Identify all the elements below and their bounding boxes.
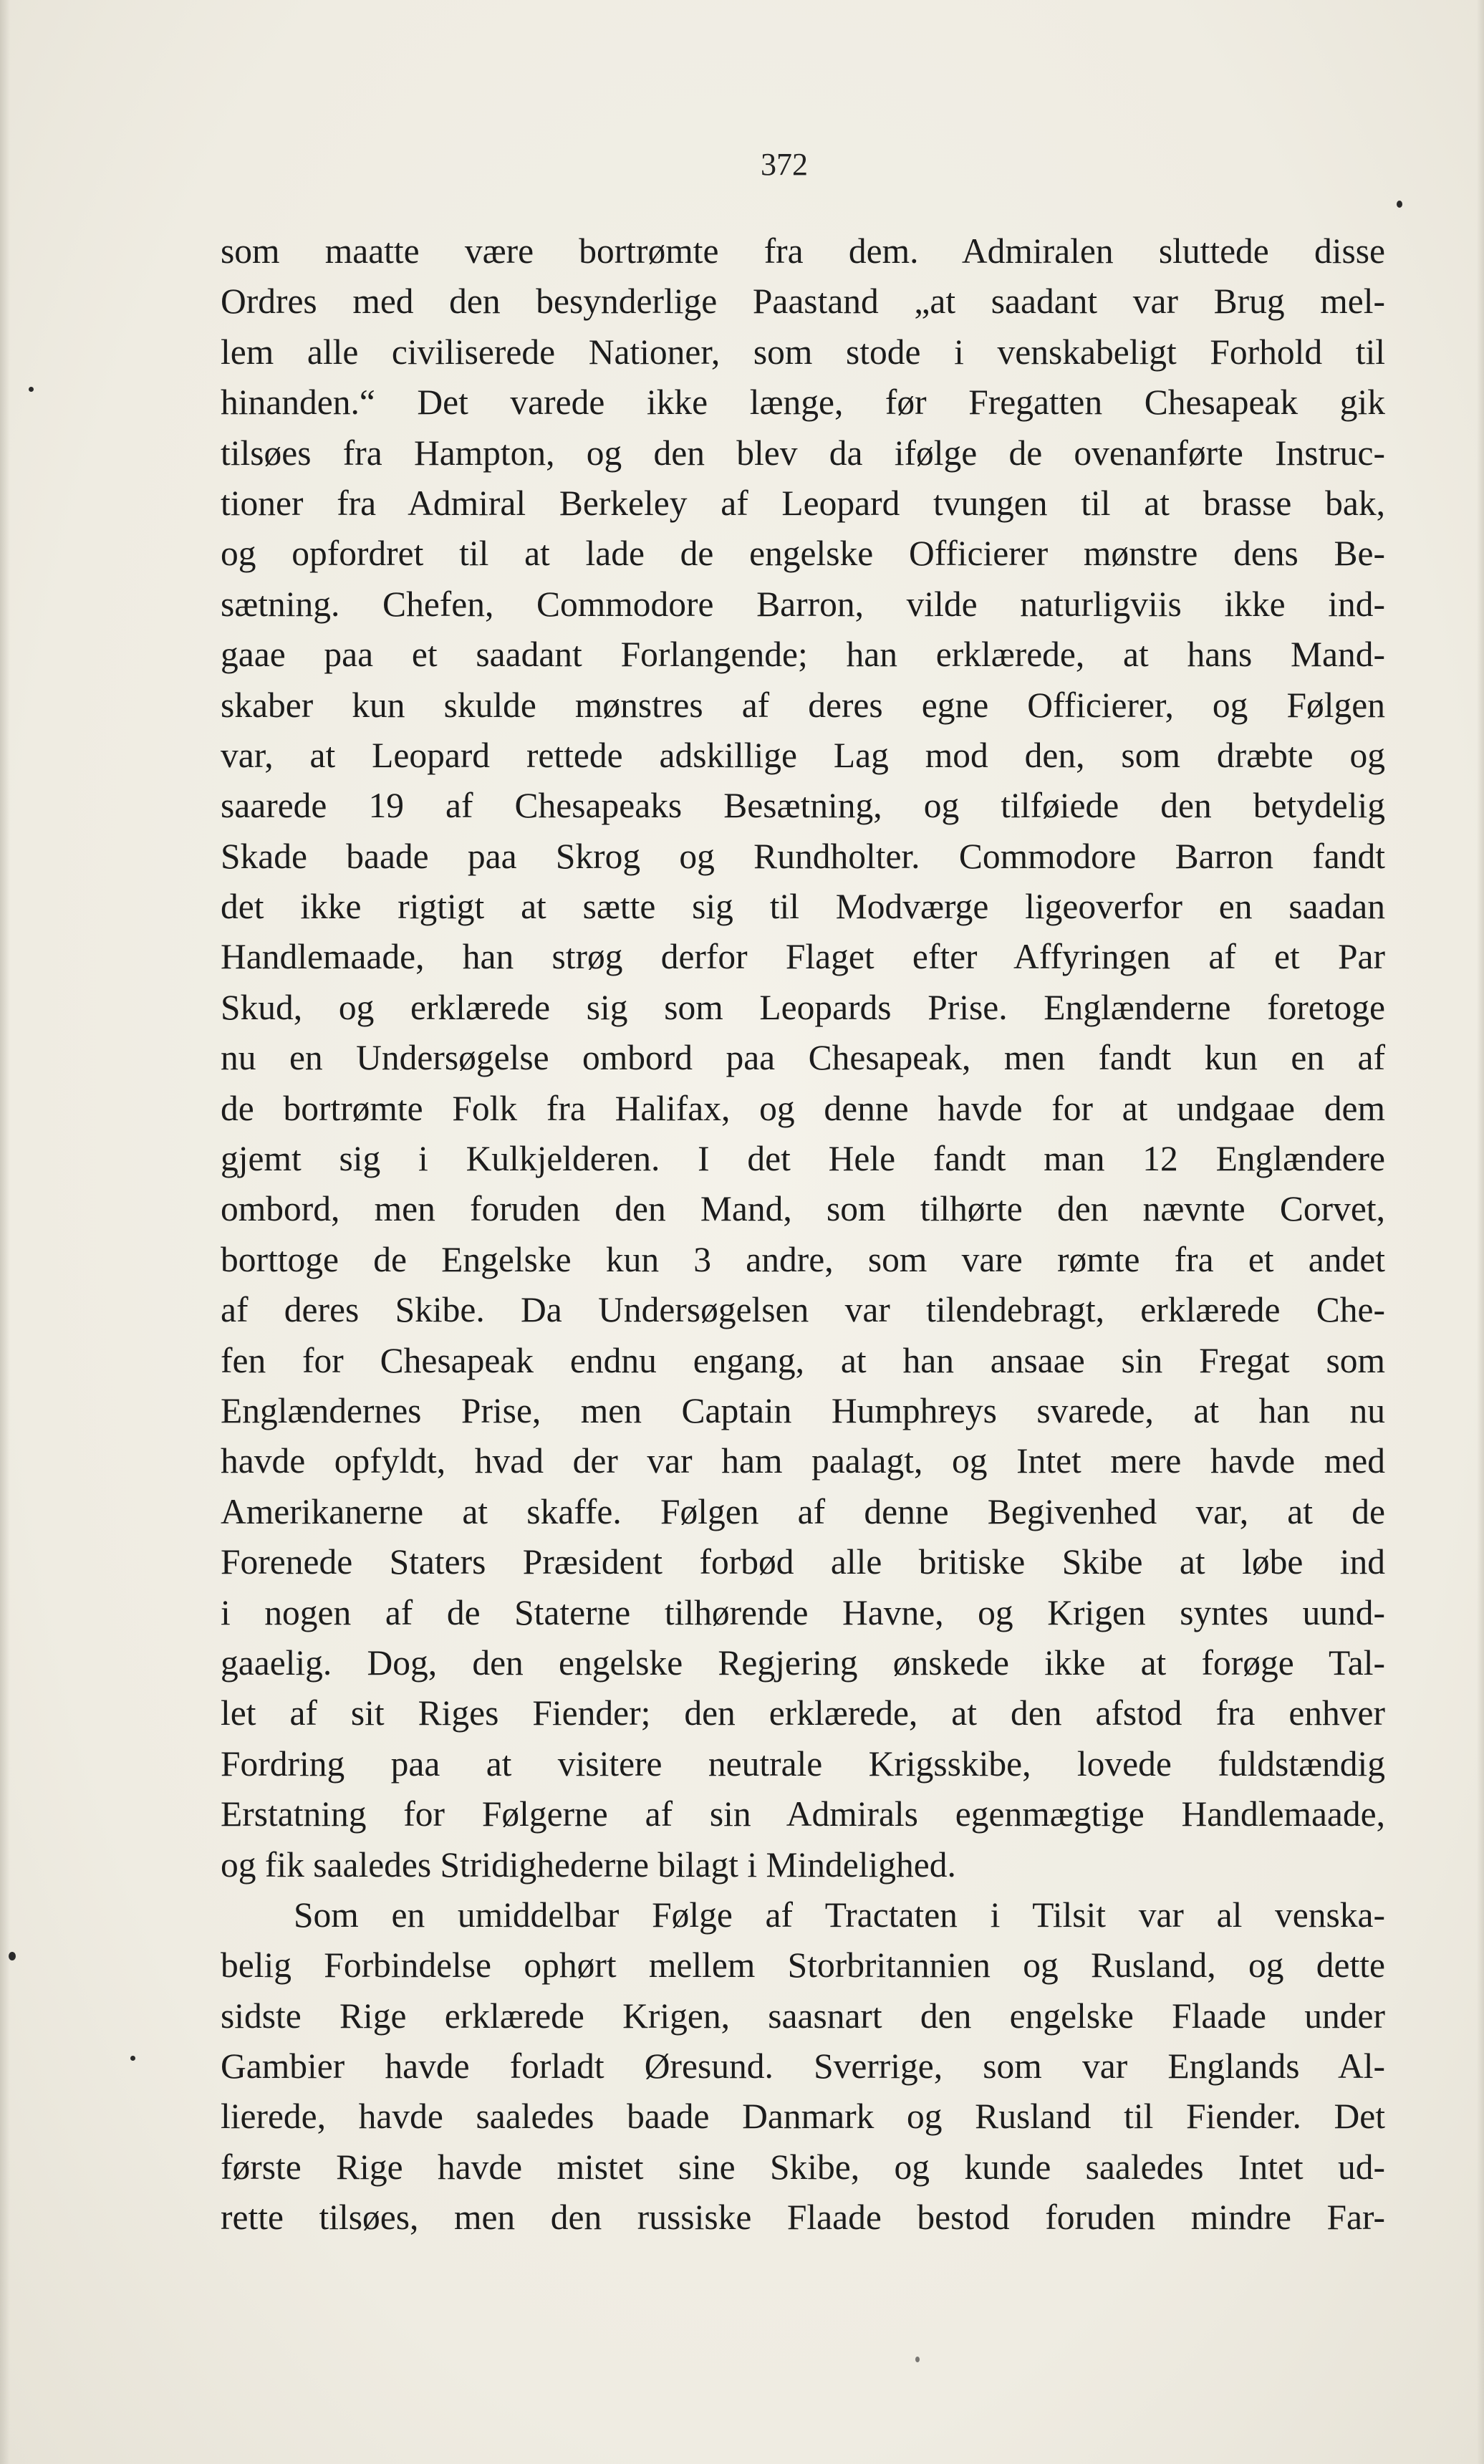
paper-speck	[1397, 201, 1402, 208]
page-number: 372	[761, 147, 808, 182]
text-line: i nogen af de Staterne tilhørende Havne, og Krigen syntes uund-	[221, 1592, 1385, 1632]
paper-speck	[915, 2357, 920, 2362]
body-text	[221, 226, 1385, 2243]
text-line: sidste Rige erklærede Krigen, saasnart den engelske Flaade under	[221, 1996, 1385, 2036]
paragraph-last-line: og fik saaledes Stridighederne bilagt i Mindelighed.	[221, 1844, 956, 1885]
text-line: lem alle civiliserede Nationer, som stode i venskabeligt Forhold til	[221, 332, 1385, 372]
text-line: Englændernes Prise, men Captain Humphreys svarede, at han nu	[221, 1390, 1385, 1430]
text-line: nu en Undersøgelse ombord paa Chesapeak, men fandt kun en af	[221, 1038, 1385, 1078]
paragraph-first-line: Som en umiddelbar Følge af Tractaten i Tilsit var al venska-	[294, 1895, 1385, 1935]
text-line: Fordring paa at visitere neutrale Krigsskibe, lovede fuldstændig	[221, 1743, 1385, 1784]
text-line: fen for Chesapeak endnu engang, at han ansaae sin Fregat som	[221, 1340, 1385, 1380]
text-line: og opfordret til at lade de engelske Officierer mønstre dens Be-	[221, 534, 1385, 574]
text-line: gaaelig. Dog, den engelske Regjering ønskede ikke at forøge Tal-	[221, 1642, 1385, 1683]
text-line: belig Forbindelse ophørt mellem Storbritannien og Rusland, og dette	[221, 1945, 1385, 1986]
text-line: Skud, og erklærede sig som Leopards Prise. Englænderne foretoge	[221, 987, 1385, 1027]
text-line: ombord, men foruden den Mand, som tilhørte den nævnte Corvet,	[221, 1189, 1385, 1229]
text-line: havde opfyldt, hvad der var ham paalagt, og Intet mere havde med	[221, 1441, 1385, 1481]
text-line: tilsøes fra Hampton, og den blev da ifølge de ovenanførte Instruc-	[221, 433, 1385, 473]
text-line: borttoge de Engelske kun 3 andre, som vare rømte fra et andet	[221, 1239, 1385, 1279]
text-line: hinanden.“ Det varede ikke længe, før Fregatten Chesapeak gik	[221, 382, 1385, 423]
text-line: Skade baade paa Skrog og Rundholter. Commodore Barron fandt	[221, 836, 1385, 876]
text-line: tioner fra Admiral Berkeley af Leopard tvungen til at brasse bak,	[221, 483, 1385, 523]
paper-speck	[130, 2056, 135, 2061]
text-line: lierede, havde saaledes baade Danmark og Rusland til Fiender. Det	[221, 2097, 1385, 2137]
text-line: gaae paa et saadant Forlangende; han erklærede, at hans Mand-	[221, 635, 1385, 675]
text-line: skaber kun skulde mønstres af deres egne Officierer, og Følgen	[221, 685, 1385, 725]
page-left-edge	[0, 0, 10, 2464]
text-line: let af sit Riges Fiender; den erklærede, at den afstod fra enhver	[221, 1693, 1385, 1733]
text-line: saarede 19 af Chesapeaks Besætning, og tilføiede den betydelig	[221, 786, 1385, 826]
text-line: Amerikanerne at skaffe. Følgen af denne Begivenhed var, at de	[221, 1491, 1385, 1531]
text-line: af deres Skibe. Da Undersøgelsen var tilendebragt, erklærede Che-	[221, 1290, 1385, 1330]
text-line: det ikke rigtigt at sætte sig til Modværge ligeoverfor en saadan	[221, 887, 1385, 927]
text-line: gjemt sig i Kulkjelderen. I det Hele fandt man 12 Englændere	[221, 1139, 1385, 1179]
text-line: sætning. Chefen, Commodore Barron, vilde naturligviis ikke ind-	[221, 584, 1385, 624]
text-line: som maatte være bortrømte fra dem. Admiralen sluttede disse	[221, 231, 1385, 271]
paper-speck	[9, 1952, 16, 1960]
text-line: Ordres med den besynderlige Paastand „at saadant var Brug mel-	[221, 281, 1385, 322]
text-line: de bortrømte Folk fra Halifax, og denne havde for at undgaae dem	[221, 1088, 1385, 1128]
text-line: Forenede Staters Præsident forbød alle britiske Skibe at løbe ind	[221, 1542, 1385, 1582]
paper-speck	[29, 387, 34, 392]
text-line: var, at Leopard rettede adskillige Lag mod den, som dræbte og	[221, 735, 1385, 775]
text-line: Erstatning for Følgerne af sin Admirals egenmægtige Handlemaade,	[221, 1794, 1385, 1834]
text-line: rette tilsøes, men den russiske Flaade bestod foruden mindre Far-	[221, 2198, 1385, 2238]
page-right-edge	[1477, 0, 1484, 2464]
text-line: Handlemaade, han strøg derfor Flaget efter Affyringen af et Par	[221, 937, 1385, 977]
text-line: første Rige havde mistet sine Skibe, og kunde saaledes Intet ud-	[221, 2147, 1385, 2187]
text-line: Gambier havde forladt Øresund. Sverrige, som var Englands Al-	[221, 2046, 1385, 2087]
